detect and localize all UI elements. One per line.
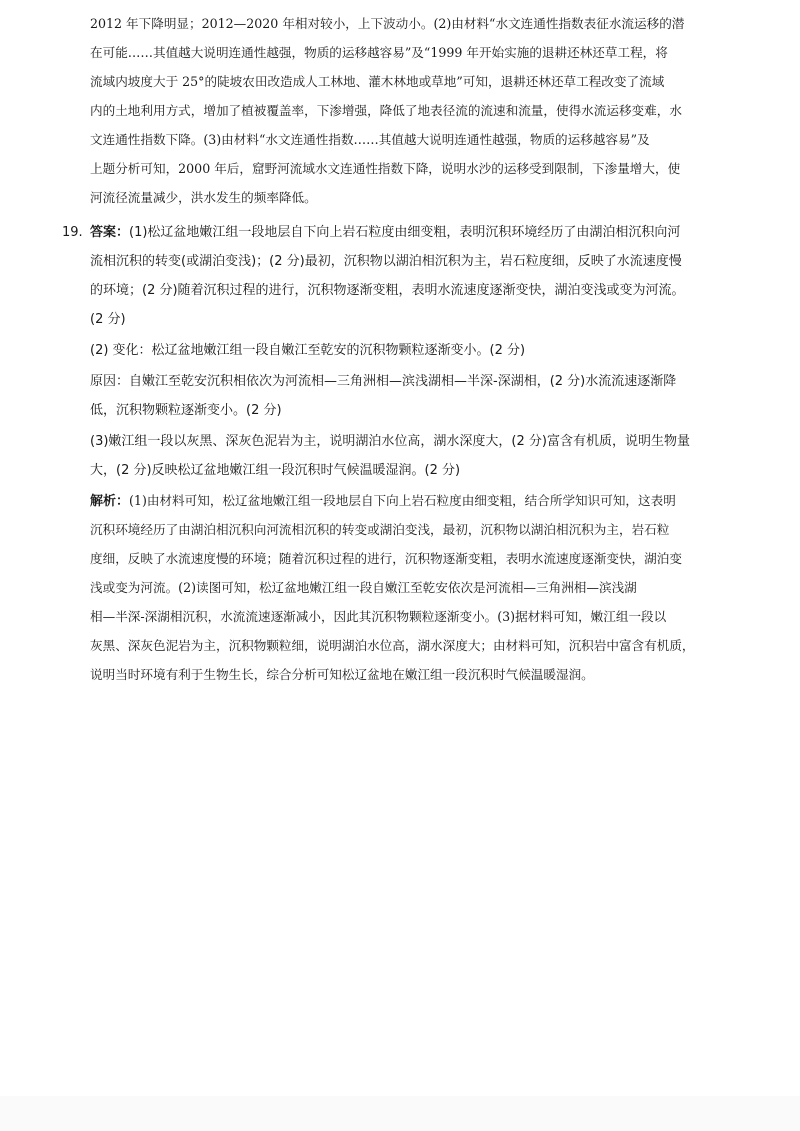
answer-line-first (90, 219, 680, 246)
answer-line: 低，沉积物颗粒逐渐变小。(2 分) (90, 403, 282, 418)
answer-line: 流相沉积的转变(或湖泊变浅)；(2 分)最初，沉积物以湖泊相沉积为主，岩石粒度细，反映了水流速度慢 (90, 254, 682, 269)
answer-line: 原因：自嫩江至乾安沉积相依次为河流相—三角洲相—滨浅湖相—半深-深湖相，(2 分)水流流速逐渐降 (90, 374, 677, 389)
prev-analysis-line: 2012 年下降明显；2012—2020 年相对较小，上下波动小。(2)由材料“水文连通性指数表征水流运移的潜 (90, 16, 685, 31)
analysis-text: (1)由材料可知，松辽盆地嫩江组一段地层自下向上岩石粒度由细变粗，结合所学知识可知，这表明 (129, 493, 676, 508)
question-number: 19. (62, 225, 83, 240)
answer-text: (1)松辽盆地嫩江组一段地层自下向上岩石粒度由细变粗，表明沉积环境经历了由湖泊相沉积向河 (129, 225, 681, 240)
analysis-label: 解析： (90, 494, 130, 509)
prev-analysis-line: 在可能……其值越大说明连通性越强，物质的运移越容易”及“1999 年开始实施的退耕还林还草工程，将 (90, 45, 668, 60)
analysis-line: 度细，反映了水流速度慢的环境；随着沉积过程的进行，沉积物逐渐变粗，表明水流速度逐渐变快，湖泊变 (90, 551, 682, 566)
analysis-line-first (90, 487, 676, 514)
prev-analysis-line: 上题分析可知，2000 年后，窟野河流域水文连通性指数下降，说明水沙的运移受到限制，下渗量增大，使 (90, 161, 681, 176)
page-bottom-margin (0, 1096, 800, 1131)
prev-analysis-line: 流域内坡度大于 25°的陡坡农田改造成人工林地、灌木林地或草地”可知，退耕还林还草工程改变了流域 (90, 74, 665, 89)
answer-line: (2) 变化：松辽盆地嫩江组一段自嫩江至乾安的沉积物颗粒逐渐变小。(2 分) (90, 343, 526, 358)
analysis-line: 沉积环境经历了由湖泊相沉积向河流相沉积的转变或湖泊变浅，最初，沉积物以湖泊相沉积为主，岩石粒 (90, 522, 670, 537)
answer-line: (3)嫩江组一段以灰黑、深灰色泥岩为主，说明湖泊水位高，湖水深度大，(2 分)富含有机质，说明生物量 (90, 434, 690, 449)
prev-analysis-line: 文连通性指数下降。(3)由材料“水文连通性指数……其值越大说明连通性越强，物质的运移越容易”及 (90, 132, 650, 147)
analysis-line: 灰黑、深灰色泥岩为主，沉积物颗粒细，说明湖泊水位高，湖水深度大；由材料可知，沉积岩中富含有机质， (90, 638, 695, 653)
prev-analysis-line: 河流径流量减少，洪水发生的频率降低。 (90, 190, 317, 205)
analysis-line: 相—半深-深湖相沉积，水流流速逐渐减小，因此其沉积物颗粒逐渐变小。(3)据材料可知，嫩江组一段以 (90, 609, 667, 624)
analysis-line: 说明当时环境有利于生物生长，综合分析可知松辽盆地在嫩江组一段沉积时气候温暖湿润。 (90, 667, 594, 682)
answer-line: (2 分) (90, 312, 126, 327)
prev-analysis-line: 内的土地利用方式，增加了植被覆盖率，下渗增强，降低了地表径流的流速和流量，使得水流运移变难，水 (90, 103, 682, 118)
analysis-line: 浅或变为河流。(2)读图可知，松辽盆地嫩江组一段自嫩江至乾安依次是河流相—三角洲相—滨浅湖 (90, 580, 637, 595)
answer-line: 大，(2 分)反映松辽盆地嫩江组一段沉积时气候温暖湿润。(2 分) (90, 463, 461, 478)
answer-line: 的环境；(2 分)随着沉积过程的进行，沉积物逐渐变粗，表明水流速度逐渐变快，湖泊变浅或变为河流。 (90, 283, 685, 298)
answer-label: 答案： (90, 225, 130, 240)
